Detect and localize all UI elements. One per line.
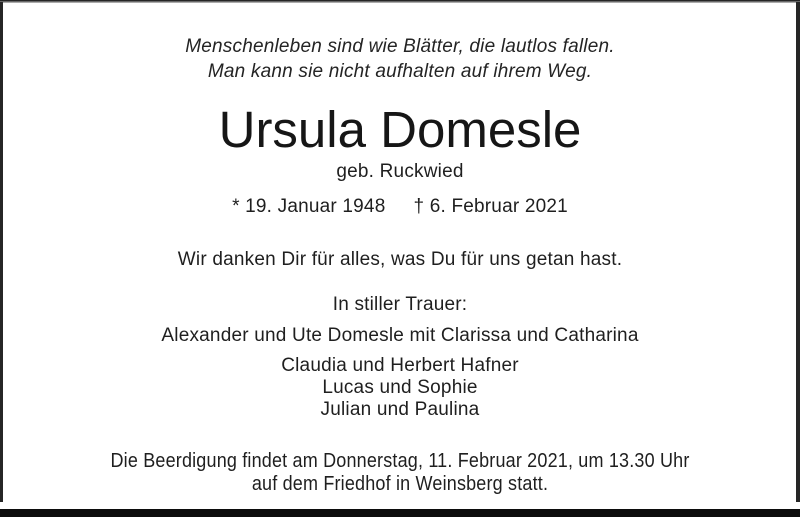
- life-dates: [4, 196, 796, 218]
- mourner-line: Julian und Paulina: [320, 399, 480, 420]
- mourning-intro: In stiller Trauer:: [332, 294, 468, 315]
- top-rule: [0, 0, 800, 3]
- mourner-group: [4, 355, 796, 421]
- mourner-line: Alexander und Ute Domesle mit Clarissa und Catharina: [161, 325, 639, 346]
- deceased-name: Ursula Domesle: [218, 101, 582, 158]
- maiden-name: geb. Ruckwied: [336, 161, 464, 182]
- left-rule: [0, 2, 3, 502]
- right-rule: [796, 2, 800, 502]
- mourner-line: Claudia und Herbert Hafner: [281, 355, 519, 376]
- epigraph: [4, 34, 796, 84]
- funeral-info: [44, 450, 757, 496]
- epigraph-line-2: Man kann sie nicht aufhalten auf ihrem Weg.: [207, 61, 593, 82]
- thanks-line: Wir danken Dir für alles, was Du für uns getan hast.: [177, 249, 623, 270]
- funeral-line-2: auf dem Friedhof in Weinsberg statt.: [251, 473, 549, 495]
- bottom-bar: [0, 509, 800, 517]
- birth-date: * 19. Januar 1948: [232, 196, 386, 217]
- epigraph-line-1: Menschenleben sind wie Blätter, die lautlos fallen.: [185, 36, 615, 57]
- funeral-line-1: Die Beerdigung findet am Donnerstag, 11. Februar 2021, um 13.30 Uhr: [110, 450, 690, 472]
- mourner-line: Lucas und Sophie: [322, 377, 478, 398]
- death-date: † 6. Februar 2021: [413, 196, 568, 217]
